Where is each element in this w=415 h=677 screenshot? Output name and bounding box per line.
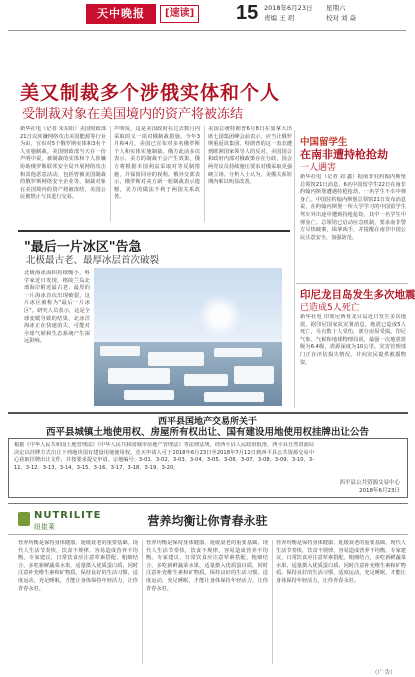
column-divider: [110, 126, 111, 222]
ice-floe: [100, 346, 140, 356]
headline-subtitle: 受制裁对象在美国境内的资产将被冻结: [22, 107, 244, 122]
issue-date: 2018年6月23日: [264, 4, 313, 12]
side-section-divider: [296, 283, 408, 284]
issue-weekday: 星期六: [326, 4, 346, 12]
masthead: [86, 2, 404, 26]
editor-credit: 责编 王 玥: [264, 14, 295, 22]
main-article-col2: 声明说，这是美国政府在过去数月内采取的又一项对俄制裁措施。今年3月和4月，美国已宣布对多名俄罗斯个人和实体实施制裁。俄方此前多次表示，美方的制裁不会产生效果，俄方将根据本国利益采取对等反制措施，并保留回应的权利。俄外交部表示，俄罗斯对美方新一轮制裁表示遗憾，美方的做法不利于两国关系改善。: [114, 126, 200, 201]
sun-glow: [198, 294, 242, 338]
ad-title-rule: [8, 534, 408, 535]
side-title-2: 印尼龙目岛发生多次地震: [300, 289, 415, 301]
ad-brand: NUTRILITE: [34, 510, 102, 521]
ice-floe: [124, 390, 174, 400]
ad-mark: （广 告）: [372, 670, 396, 676]
ice-floe: [108, 368, 170, 384]
section-label: [速读]: [160, 5, 199, 23]
announcement-title-2: 西平县城镇土地使用权、房屋所有权出让、国有建设用地使用权挂牌出让公告: [45, 427, 369, 438]
announcement-body: 根据《中华人民共和国土地管理法》《中华人民共和国城市房地产管理法》等法律法规，经西平县人民政府批准，西平县自然资源局决定以挂牌方式出让下列地块国有建设用地使用权。竞买申请人可于2018年6月23日至2018年7月12日到西平县公共资源交易中心获取挂牌出让文件，并按要求提交申请。宗地编号：3-01、3-02、3-03、3-04、3-05、3-06、3-07、3-08、3-09、3-10、3-11、3-12、3-13、3-14、3-15、3-16、3-17、3-18、3-19、3-20。: [14, 442, 314, 471]
ice-floe: [184, 374, 228, 386]
side-subtitle-1: 一人遇害: [300, 163, 337, 173]
column-divider: [272, 540, 273, 664]
announcement-signature: 西平县公共资源交易中心 2018年6月23日: [339, 480, 400, 494]
ice-floe: [234, 366, 274, 384]
ad-text-col1: 营养均衡是保持身体健康、延缓衰老的重要基础。现代人生活节奏快，饮食不规律，容易造成营养不均衡。专家建议，日常饮食应注意荤素搭配、粗细结合，多吃新鲜蔬菜水果，适量摄入优质蛋白质，同时注意补充维生素和矿物质。保持良好的生活习惯，适度运动，充足睡眠，才能让身体保持年轻活力，让你青春永驻。: [18, 540, 138, 592]
side-divider: [294, 130, 295, 408]
headline-title: 美又制裁多个涉俄实体和个人: [20, 82, 281, 104]
main-article-col3: 美国总统特朗普6月8日在加拿大出席七国集团峰会前表示，应当让俄罗斯重返该集团。特朗普的这一表态遭到欧洲国家领导人的反对。美国国会和政府内部对俄政策存在分歧，国会两党议员持续施压要求对俄采取更强硬立场。分析人士认为，美俄关系短期内难以明显改善。: [208, 126, 292, 186]
feature-subtitle: 北极最古老、最厚冰层首次破裂: [26, 255, 160, 266]
header-divider: [8, 30, 406, 31]
proofreader-credit: 校对 刘 焱: [326, 14, 357, 22]
ice-floe: [148, 352, 204, 366]
main-article-col1: 新华社电（记者 朱东阳）美国财政部21日以涉嫌网络攻击美国能源等行业为由，宣布对5个俄罗斯实体和3名个人实施制裁。美国财政部当天在一份声明中说，被制裁的实体和个人涉嫌协助俄罗斯联邦安全局开展网络攻击和其他恶意活动，包括曾被美国制裁的俄罗斯网络安全企业等，制裁对象在美国境内的资产将被冻结，美国公民被禁止与其进行交易。: [20, 126, 106, 201]
newspaper-logo: 天中晚报: [86, 4, 156, 24]
page-number: 15: [236, 2, 259, 24]
column-divider: [142, 540, 143, 664]
side-text-2: 新华社电 印度尼西亚龙目岛近日发生多次地震，据印尼国家抗灾署消息，地震已造成5人死亡，另有数十人受伤，部分房屋受损。印尼气象、气候和地球物理局说，最强一次地震震级为6.4级，震源深度为10公里。灾害管理部门正在评估损失情况，并向灾民提供救援物资。: [300, 314, 406, 366]
column-divider: [204, 126, 205, 222]
feature-divider: [18, 230, 290, 232]
ad-brand-cn: 纽崔莱: [34, 523, 55, 531]
side-subtitle-2: 已造成5人死亡: [300, 303, 360, 313]
ice-floe: [214, 348, 262, 357]
ad-top-rule: [8, 503, 408, 504]
ad-text-col2: 营养均衡是保持身体健康、延缓衰老的重要基础。现代人生活节奏快，饮食不规律，容易造成营养不均衡。专家建议，日常饮食应注意荤素搭配、粗细结合，多吃新鲜蔬菜水果，适量摄入优质蛋白质，同时注意补充维生素和矿物质。保持良好的生活习惯，适度运动，充足睡眠，才能让身体保持年轻活力，让你青春永驻。: [146, 540, 268, 592]
ice-floe: [204, 392, 264, 402]
side-kicker: 中国留学生: [300, 137, 348, 148]
ad-title: 营养均衡让你青春永驻: [147, 514, 268, 528]
side-title-1: 在南非遭持枪抢劫: [300, 148, 388, 161]
arctic-ice-photo: [94, 268, 282, 406]
side-text-1: 新华社电（记者 刘 鑫）据南非驻约翰内斯堡总领馆21日消息，6名中国留学生22日在南非约翰内斯堡遭遇持枪抢劫，一名学生不幸中弹身亡。中国驻约翰内斯堡总领馆21日发布消息说，在约翰内斯堡一所大学学习的中国留学生驾车外出途中遭到持枪抢劫，其中一名学生中弹身亡。总领馆已启动应急机制，要求南非警方尽快破案，缉拿凶手，并提醒在南非中国公民注意安全，加强防范。: [300, 174, 406, 241]
feature-title: "最后一片冰区"告急: [24, 240, 142, 255]
announcement-title-1: 西平县国地产交易所关于: [157, 417, 257, 427]
feature-text: 北极海冰面积持续缩小，科学家近日发现，格陵兰岛北部海岸附近最古老、最厚的一片海冰首次出现破裂，这片冰区被称为"最后一片冰区"。研究人员表示，这是全球变暖导致的结果，北冰洋海冰正在快速消失，可能对全球气候和生态系统产生深远影响。: [24, 270, 90, 345]
ad-text-col3: 营养均衡是保持身体健康、延缓衰老的重要基础。现代人生活节奏快，饮食不规律，容易造成营养不均衡。专家建议，日常饮食应注意荤素搭配、粗细结合，多吃新鲜蔬菜水果，适量摄入优质蛋白质，同时注意补充维生素和矿物质。保持良好的生活习惯，适度运动，充足睡眠，才能让身体保持年轻活力，让你青春永驻。: [276, 540, 406, 584]
